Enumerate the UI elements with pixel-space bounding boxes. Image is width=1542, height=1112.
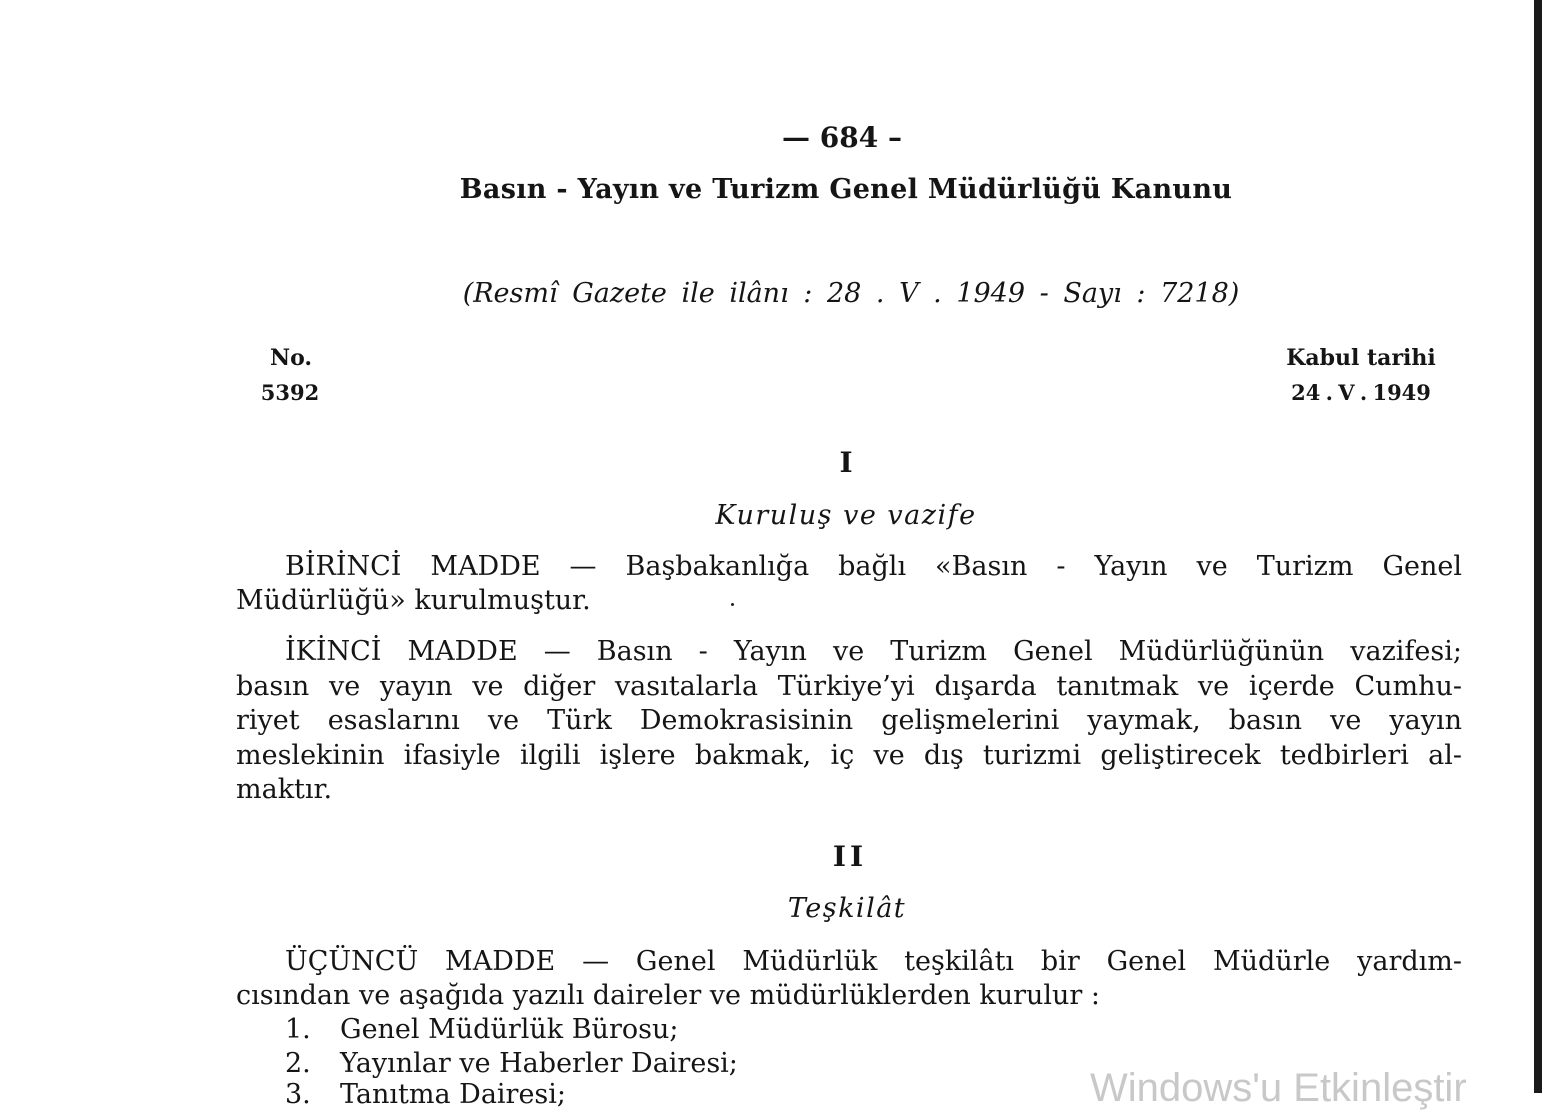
list-item-number: 3.	[285, 1079, 311, 1110]
page-number: — 684 –	[782, 121, 902, 154]
list-item-text: Tanıtma Dairesi;	[340, 1079, 567, 1110]
list-item-text: Genel Müdürlük Bürosu;	[340, 1014, 679, 1045]
article-line: meslekinin ifasiyle ilgili işlere bakmak, iç ve dış turizmi geliştirecek tedbirleri al-	[236, 740, 1462, 771]
section-heading: Kuruluş ve vazife	[715, 500, 977, 531]
acceptance-date-label: Kabul tarihi	[1286, 345, 1436, 371]
article-line: İKİNCİ MADDE — Basın - Yayın ve Turizm Genel Müdürlüğünün vazifesi;	[285, 636, 1462, 667]
law-number-value: 5392	[260, 380, 320, 405]
article-line: cısından ve aşağıda yazılı daireler ve müdürlüklerden kurulur :	[236, 980, 1100, 1011]
law-number-label: No.	[269, 345, 313, 371]
scan-speck	[731, 603, 734, 606]
law-title: Basın - Yayın ve Turizm Genel Müdürlüğü Kanunu	[459, 174, 1233, 205]
windows-activation-watermark: Windows'u Etkinleştir	[1090, 1066, 1467, 1110]
section-numeral: II	[832, 840, 868, 873]
publication-note: (Resmî Gazete ile ilânı : 28 . V . 1949 - Sayı : 7218)	[462, 278, 1240, 309]
list-item-number: 2.	[285, 1048, 311, 1079]
list-item	[285, 1047, 885, 1081]
list-item-text: Yayınlar ve Haberler Dairesi;	[340, 1048, 738, 1079]
section-heading: Teşkilât	[787, 893, 907, 924]
list-item	[285, 1078, 885, 1110]
article-line: maktır.	[236, 774, 333, 805]
list-item-number: 1.	[285, 1014, 311, 1045]
article-line: ÜÇÜNCÜ MADDE — Genel Müdürlük teşkilâtı bir Genel Müdürle yardım-	[285, 946, 1462, 977]
article-line: riyet esaslarını ve Türk Demokrasisinin gelişmelerini yaymak, basın ve yayın	[236, 705, 1462, 736]
acceptance-date-value: 24 . V . 1949	[1291, 380, 1431, 405]
list-item	[285, 1013, 885, 1047]
article-line: BİRİNCİ MADDE — Başbakanlığa bağlı «Basın - Yayın ve Turizm Genel	[285, 551, 1462, 582]
window-edge	[1534, 0, 1542, 1093]
article-line: Müdürlüğü» kurulmuştur.	[236, 585, 591, 616]
article-line: basın ve yayın ve diğer vasıtalarla Türkiye’yi dışarda tanıtmak ve içerde Cumhu-	[236, 671, 1462, 702]
section-numeral: I	[839, 446, 857, 479]
